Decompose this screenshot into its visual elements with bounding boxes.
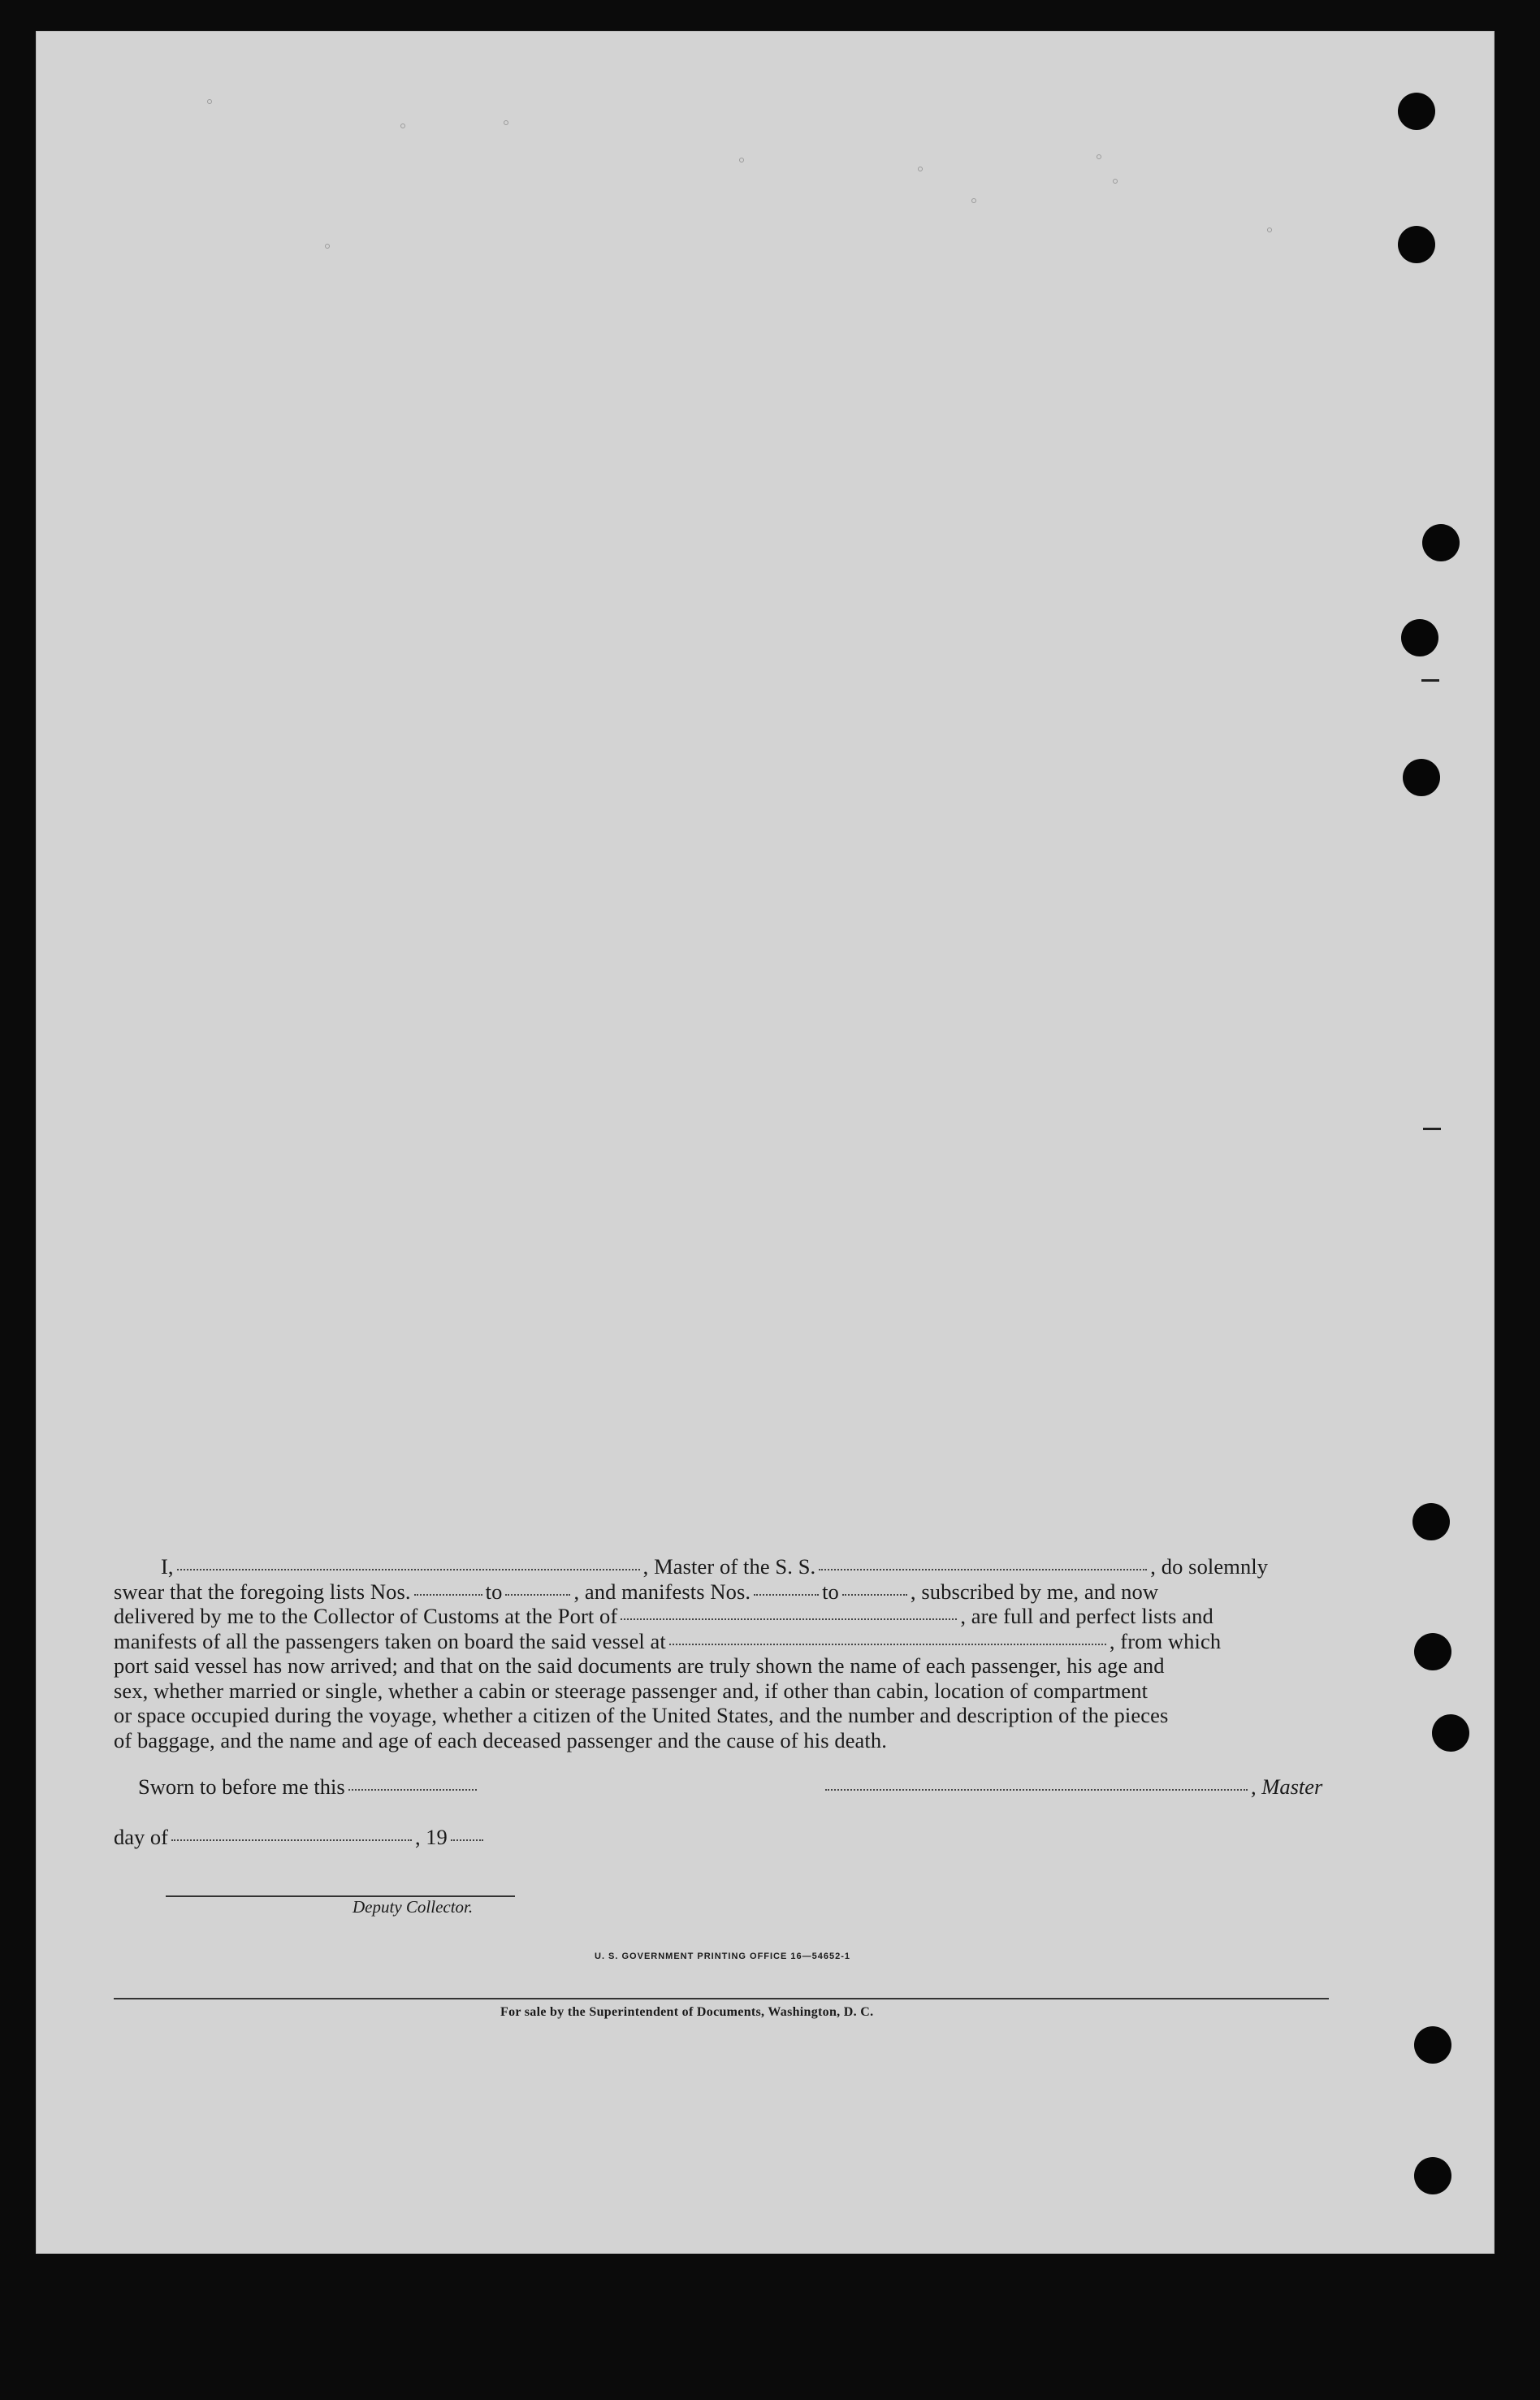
paper-speck	[1267, 227, 1272, 232]
paper-speck	[1097, 154, 1101, 159]
oath-text: , are full and perfect lists and	[960, 1604, 1213, 1628]
oath-text: delivered by me to the Collector of Customs at the Port of	[114, 1604, 618, 1628]
oath-line-8	[114, 1728, 1328, 1753]
oath-line-2	[114, 1579, 1328, 1605]
footer-rule	[114, 1998, 1329, 1999]
oath-text: of baggage, and the name and age of each deceased passenger and the cause of his death.	[114, 1727, 887, 1752]
paper-speck	[400, 123, 405, 128]
paper-speck	[739, 158, 744, 162]
punch-hole	[1432, 1714, 1469, 1752]
day-of-label: day of	[114, 1825, 168, 1849]
lists-from-blank[interactable]	[414, 1593, 482, 1596]
oath-line-4	[114, 1629, 1328, 1654]
oath-text: manifests of all the passengers taken on board the said vessel at	[114, 1628, 666, 1653]
paper-speck	[325, 244, 330, 249]
punch-hole	[1412, 1503, 1450, 1540]
margin-mark	[1423, 1128, 1441, 1130]
oath-text: to	[822, 1579, 839, 1604]
oath-line-1	[114, 1554, 1328, 1579]
document-page	[36, 31, 1495, 2254]
sale-notice: For sale by the Superintendent of Documents, Washington, D. C.	[500, 2005, 874, 2019]
sworn-label: Sworn to before me this	[138, 1774, 345, 1799]
manifests-from-blank[interactable]	[754, 1593, 819, 1596]
punch-hole	[1414, 2157, 1451, 2194]
month-blank[interactable]	[171, 1839, 412, 1841]
port-name-blank[interactable]	[621, 1618, 957, 1620]
master-name-blank[interactable]	[177, 1568, 640, 1570]
punch-hole	[1398, 93, 1435, 130]
oath-text: or space occupied during the voyage, whether a citizen of the United States, and the number and description of the pieces	[114, 1703, 1169, 1727]
margin-mark	[1421, 679, 1439, 682]
punch-hole	[1414, 1633, 1451, 1670]
master-label: , Master	[1251, 1774, 1323, 1799]
manifests-to-blank[interactable]	[842, 1593, 907, 1596]
master-signature-row	[822, 1774, 1322, 1800]
punch-hole	[1398, 226, 1435, 263]
sworn-day-blank[interactable]	[348, 1788, 477, 1791]
oath-paragraph	[114, 1554, 1328, 1752]
paper-speck	[1113, 179, 1118, 184]
oath-text: port said vessel has now arrived; and that on the said documents are truly shown the name of each passenger, his age and	[114, 1653, 1165, 1678]
oath-text: sex, whether married or single, whether a cabin or steerage passenger and, if other than cabin, location of compartment	[114, 1678, 1149, 1703]
oath-text: , Master of the S. S.	[642, 1554, 816, 1579]
oath-text: , do solemnly	[1150, 1554, 1269, 1579]
paper-speck	[918, 167, 923, 171]
sworn-row	[138, 1774, 480, 1800]
punch-hole	[1414, 2026, 1451, 2064]
oath-line-3	[114, 1604, 1328, 1629]
paper-speck	[504, 120, 508, 125]
oath-text: , and manifests Nos.	[573, 1579, 751, 1604]
oath-line-7	[114, 1703, 1328, 1728]
deputy-collector-label: Deputy Collector.	[353, 1897, 474, 1917]
master-signature-blank[interactable]	[825, 1788, 1248, 1791]
day-of-row	[114, 1825, 487, 1850]
paper-speck	[207, 99, 212, 104]
printer-mark: U. S. GOVERNMENT PRINTING OFFICE 16—54652-1	[595, 1952, 851, 1961]
departure-port-blank[interactable]	[669, 1643, 1106, 1645]
oath-text: I,	[161, 1554, 174, 1579]
year-blank[interactable]	[451, 1839, 483, 1841]
punch-hole	[1403, 759, 1440, 796]
punch-hole	[1401, 619, 1438, 656]
oath-text: , from which	[1109, 1628, 1222, 1653]
year-label: , 19	[414, 1825, 448, 1849]
oath-text: , subscribed by me, and now	[910, 1579, 1159, 1604]
vessel-name-blank[interactable]	[819, 1568, 1147, 1570]
oath-text: to	[485, 1579, 503, 1604]
oath-text: swear that the foregoing lists Nos.	[114, 1579, 411, 1604]
lists-to-blank[interactable]	[505, 1593, 570, 1596]
oath-line-5	[114, 1653, 1328, 1679]
oath-line-6	[114, 1679, 1328, 1704]
punch-hole	[1422, 524, 1460, 561]
paper-speck	[971, 198, 976, 203]
